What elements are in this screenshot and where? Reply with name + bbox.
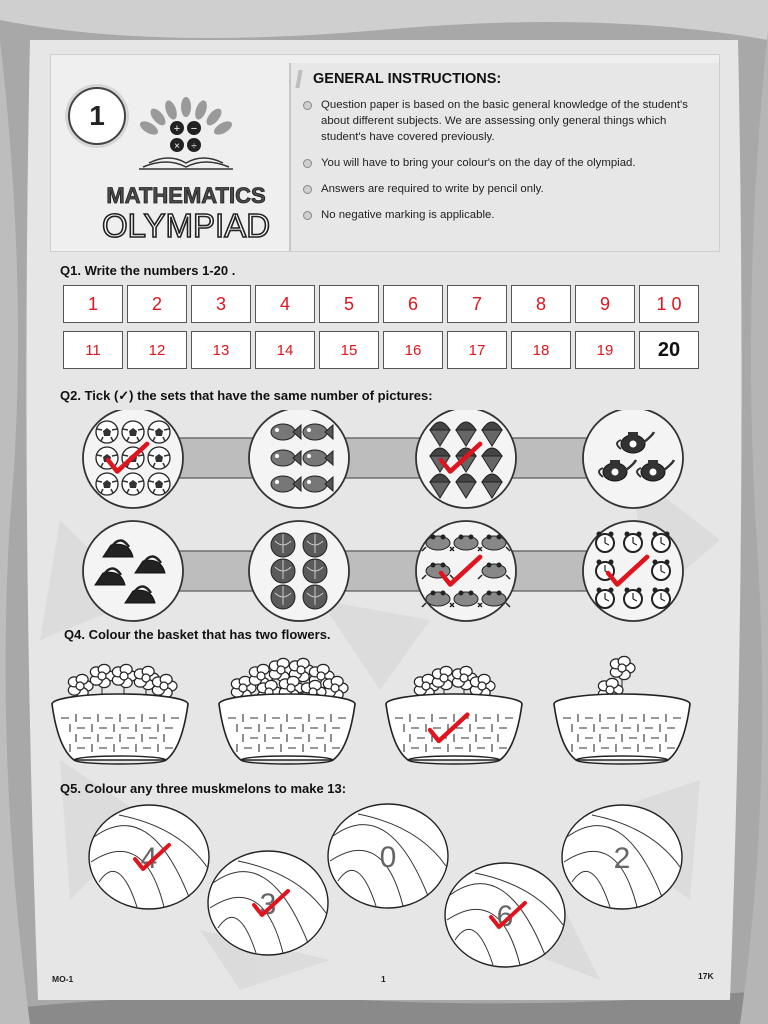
flower-icon <box>90 664 115 687</box>
clock-icon <box>652 588 670 609</box>
q5-muskmelons-area <box>50 802 720 992</box>
cabbage-icon <box>303 533 327 557</box>
number-box[interactable]: 7 <box>447 285 507 323</box>
number-box[interactable]: 13 <box>191 331 251 369</box>
picture-set-clocks[interactable] <box>583 521 683 621</box>
cabbage-icon <box>271 559 295 583</box>
number-box[interactable]: 17 <box>447 331 507 369</box>
q2-title: Q2. Tick (✓) the sets that have the same number of pictures: <box>60 388 433 403</box>
logo-line-2: OLYMPIAD <box>101 207 271 244</box>
paper-number-badge: 1 <box>68 87 126 145</box>
q4-title: Q4. Colour the basket that has two flowers. <box>64 627 331 642</box>
picture-set-irons[interactable] <box>83 521 183 621</box>
general-instructions-title: GENERAL INSTRUCTIONS: <box>313 71 502 87</box>
matching-bar <box>133 551 633 591</box>
picture-set-ice-cream-cones[interactable] <box>416 410 516 508</box>
svg-text:×: × <box>174 141 180 152</box>
general-instructions-panel <box>289 63 719 251</box>
picture-set-fish[interactable] <box>249 410 349 508</box>
bullet-icon <box>303 211 312 220</box>
muskmelon[interactable] <box>328 804 448 908</box>
ball-icon <box>148 473 170 495</box>
number-box[interactable]: 1 0 <box>639 285 699 323</box>
footer-code: MO-1 <box>52 974 74 984</box>
bullet-icon <box>303 159 312 168</box>
basket[interactable] <box>554 656 690 764</box>
logo-leaves-icon <box>138 97 234 137</box>
basket[interactable] <box>52 664 188 764</box>
number-box[interactable]: 9 <box>575 285 635 323</box>
ball-icon <box>148 447 170 469</box>
picture-set-balls[interactable] <box>83 410 183 508</box>
flower-icon <box>152 674 177 697</box>
number-box[interactable]: 4 <box>255 285 315 323</box>
muskmelon[interactable] <box>208 851 328 955</box>
muskmelon[interactable] <box>445 863 565 967</box>
cabbage-icon <box>271 585 295 609</box>
svg-text:−: − <box>190 123 198 135</box>
svg-text:÷: ÷ <box>191 141 197 152</box>
flower-icon <box>610 656 635 679</box>
muskmelon[interactable] <box>562 805 682 909</box>
number-grid <box>63 285 701 377</box>
melon-number: 6 <box>496 900 514 933</box>
ball-icon <box>96 421 118 443</box>
logo-line-1: MATHEMATICS <box>106 183 266 208</box>
q2-sets-area <box>50 410 720 625</box>
flower-icon <box>432 666 457 689</box>
header-panel <box>50 54 720 252</box>
number-box[interactable]: 20 <box>639 331 699 369</box>
instruction-item: Answers are required to write by pencil only. <box>301 181 711 197</box>
basket[interactable] <box>219 658 355 764</box>
melon-number: 2 <box>613 842 631 875</box>
math-operators-icon <box>170 121 201 152</box>
clock-icon <box>624 532 642 553</box>
q4-baskets-area <box>50 648 720 773</box>
cabbage-icon <box>303 585 327 609</box>
clock-icon <box>596 588 614 609</box>
ball-icon <box>96 473 118 495</box>
footer-code-right: 17K <box>698 971 714 981</box>
number-box[interactable]: 14 <box>255 331 315 369</box>
title-accent-bar <box>295 70 302 88</box>
instruction-item: Question paper is based on the basic general knowledge of the student's about different subjects. We are assessing only general things which student's have covered previously. <box>301 97 711 145</box>
bullet-icon <box>303 101 312 110</box>
ball-icon <box>122 473 144 495</box>
number-box[interactable]: 2 <box>127 285 187 323</box>
q1-title: Q1. Write the numbers 1-20 . <box>60 263 236 278</box>
flower-icon <box>68 674 93 697</box>
melon-number: 4 <box>140 842 158 875</box>
svg-text:+: + <box>173 123 181 135</box>
clock-icon <box>596 532 614 553</box>
number-box[interactable]: 12 <box>127 331 187 369</box>
open-book-icon <box>139 158 233 169</box>
number-box[interactable]: 8 <box>511 285 571 323</box>
number-row-2 <box>63 331 701 369</box>
clock-icon <box>652 532 670 553</box>
footer-page-number: 1 <box>381 974 386 984</box>
mathematics-olympiad-logo <box>91 95 281 245</box>
instruction-item: No negative marking is applicable. <box>301 207 711 223</box>
matching-bar <box>133 438 633 478</box>
cabbage-icon <box>271 533 295 557</box>
number-box[interactable]: 6 <box>383 285 443 323</box>
melon-number: 0 <box>379 841 397 874</box>
number-box[interactable]: 19 <box>575 331 635 369</box>
basket[interactable] <box>386 666 522 764</box>
ball-icon <box>148 421 170 443</box>
clock-icon <box>652 560 670 581</box>
number-row-1 <box>63 285 701 323</box>
worksheet-page <box>50 50 720 994</box>
picture-set-teapots[interactable] <box>583 410 683 508</box>
number-box[interactable]: 16 <box>383 331 443 369</box>
cabbage-icon <box>303 559 327 583</box>
ball-icon <box>122 421 144 443</box>
clock-icon <box>624 588 642 609</box>
number-box[interactable]: 5 <box>319 285 379 323</box>
number-box[interactable]: 11 <box>63 331 123 369</box>
number-box[interactable]: 15 <box>319 331 379 369</box>
picture-set-cabbages[interactable] <box>249 521 349 621</box>
number-box[interactable]: 18 <box>511 331 571 369</box>
melon-number: 3 <box>259 888 277 921</box>
instructions-list <box>301 97 711 233</box>
flower-icon <box>112 664 137 687</box>
bullet-icon <box>303 185 312 194</box>
q5-title: Q5. Colour any three muskmelons to make 13: <box>60 781 347 796</box>
picture-set-frogs[interactable] <box>416 521 516 621</box>
muskmelon[interactable] <box>89 805 209 909</box>
instruction-item: You will have to bring your colour's on the day of the olympiad. <box>301 155 711 171</box>
number-box[interactable]: 1 <box>63 285 123 323</box>
number-box[interactable]: 3 <box>191 285 251 323</box>
